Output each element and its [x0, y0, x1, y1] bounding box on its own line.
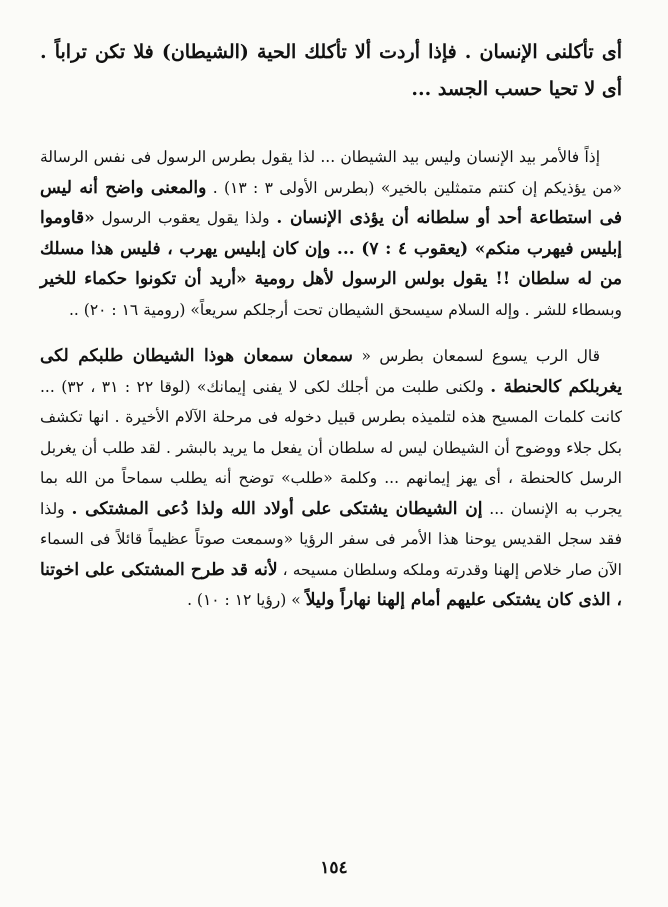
paragraph-2-bold-1: والمعنى واضح أنه ليس فى استطاعة أحد أو سلطانه أن يؤذى الإنسان . — [40, 177, 622, 228]
paragraph-2-bold-2: «قاوموا إبليس فيهرب منكم» (يعقوب ٤ : ٧) ... وإن كان إبليس يهرب ، فليس هذا مسلك من له سلطان !! يقول بولس الرسول لأهل رومية «أريد أن تكونوا حكماء للخير — [40, 208, 622, 289]
paragraph-3-bold-3: لأنه قد طرح المشتكى على اخوتنا ، الذى كان يشتكى عليهم أمام إلهنا نهاراً وليلاً — [40, 559, 622, 610]
paragraph-2-text-2: ولذا يقول يعقوب الرسول — [101, 209, 270, 227]
opening-paragraph-text: أى تأكلنى الإنسان . فإذا أردت ألا تأكلك الحية (الشيطان) فلا تكن تراباً . أى لا تحيا حسب الجسد ... — [40, 41, 622, 100]
page-number: ١٥٤ — [320, 858, 348, 878]
paragraph-3-text-4: » (رؤيا ١٢ : ١٠) . — [187, 591, 301, 609]
paragraph-3-bold-2: إن الشيطان يشتكى على أولاد الله ولذا دُعى المشتكى . — [71, 498, 483, 519]
paragraph-satan-power — [40, 142, 622, 325]
paragraph-2-text-1: إذاً فالأمر بيد الإنسان وليس بيد الشيطان ... لذا يقول بطرس الرسول فى نفس الرسالة «من يؤذيكم إن كنتم متمثلين بالخير» (بطرس الأولى ٣ : ١٣) . — [40, 148, 622, 197]
paragraph-3-text-3: ولذا فقد سجل القديس يوحنا هذا الأمر فى سفر الرؤيا «وسمعت صوتاً عظيماً قائلاً فى السماء الآن صار خلاص إلهنا وقدرته وملكه وسلطان مسيحه ، — [40, 499, 622, 579]
opening-paragraph — [40, 34, 622, 108]
paragraph-3-text-1: قال الرب يسوع لسمعان بطرس « — [361, 347, 600, 365]
paragraph-2-text-3: وبسطاء للشر . وإله السلام سيسحق الشيطان تحت أرجلكم سريعاً» (رومية ١٦ : ٢٠) .. — [69, 300, 622, 319]
paragraph-3-text-2: ولكنى طلبت من أجلك لكى لا يفنى إيمانك» (لوقا ٢٢ : ٣١ ، ٣٢) ... كانت كلمات المسيح هذه لتلميذه بطرس قبيل دخوله فى مرحلة الآلام الأخيرة . انها تكشف بكل جلاء ووضوح أن الشيطان ليس له سلطان أن يفعل ما يريد بالبشر . لقد طلب أن يغربل الرسل كالحنطة ، أى يهز إيمانهم ... وكلمة «طلب» توضح أنه يطلب سماحاً من الله بما يجرب به الإنسان ... — [40, 377, 622, 518]
paragraph-3-bold-1: سمعان سمعان هوذا الشيطان طلبكم لكى يغربلكم كالحنطة . — [40, 346, 622, 397]
paragraph-peter-sifting — [40, 341, 622, 616]
